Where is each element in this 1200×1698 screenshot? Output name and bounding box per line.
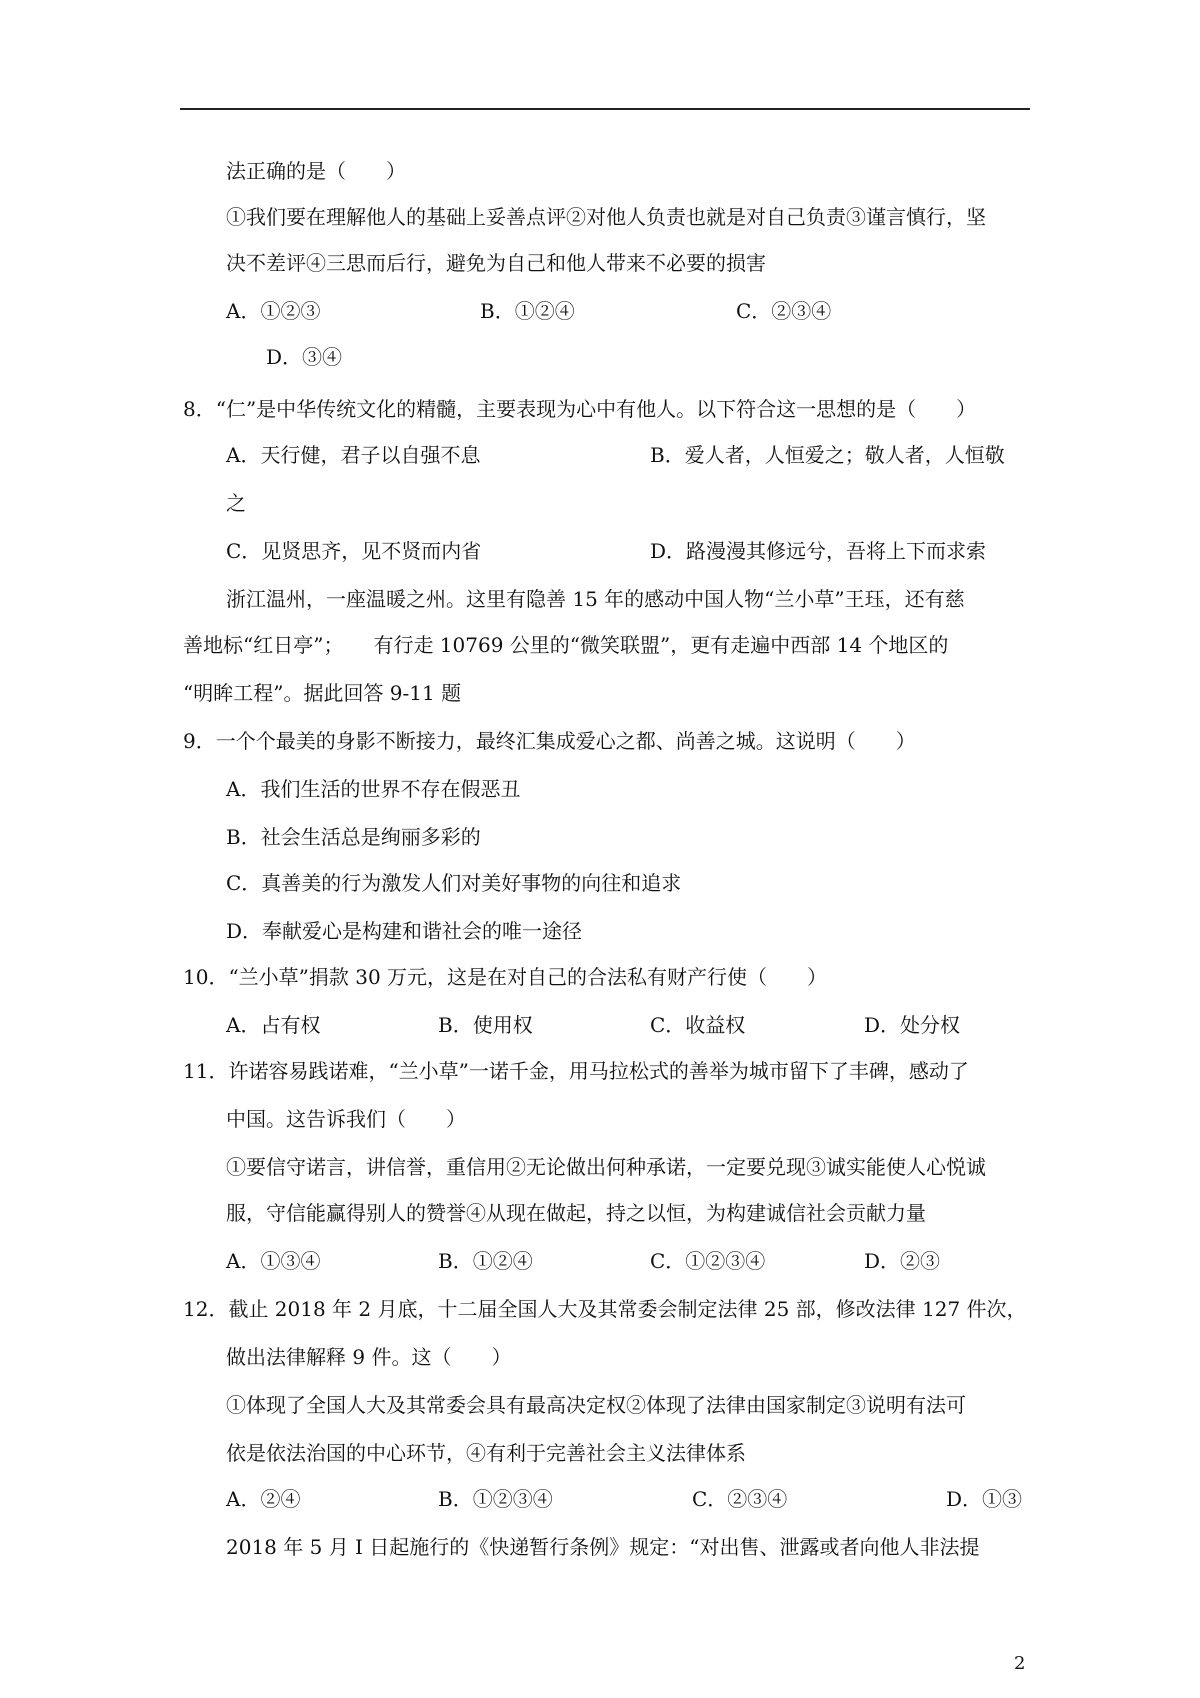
- q9-stem: 9．一个个最美的身影不断接力，最终汇集成爱心之都、尚善之城。这说明（ ）: [183, 729, 916, 753]
- q10-option-d: D．处分权: [864, 1013, 961, 1037]
- q12-statements-line-2: 依是依法治国的中心环节，④有利于完善社会主义法律体系: [226, 1441, 746, 1465]
- material-line-2: 善地标“红日亭”； 有行走 10769 公里的“微笑联盟”，更有走遍中西部 14 个地区的: [183, 633, 949, 657]
- q7-option-a: A．①②③: [226, 299, 321, 323]
- q7-stem-end: 法正确的是（ ）: [226, 159, 406, 183]
- q11-option-b: B．①②④: [438, 1249, 533, 1273]
- q12-statements-line-1: ①体现了全国人大及其常委会具有最高决定权②体现了法律由国家制定③说明有法可: [226, 1393, 966, 1417]
- q12-stem: 12．截止 2018 年 2 月底，十二届全国人大及其常委会制定法律 25 部，修改法律 127 件次，: [183, 1297, 1027, 1321]
- next-material-line: 2018 年 5 月 I 日起施行的《快递暂行条例》规定：“对出售、泄露或者向他人非法提: [226, 1535, 980, 1559]
- q10-option-b: B．使用权: [438, 1013, 533, 1037]
- header-rule: [180, 108, 1030, 110]
- q7-statements-line-1: ①我们要在理解他人的基础上妥善点评②对他人负责也就是对自己负责③谨言慎行，坚: [226, 205, 986, 229]
- q12-stem-continued: 做出法律解释 9 件。这（ ）: [226, 1345, 512, 1369]
- q11-stem-continued: 中国。这告诉我们（ ）: [226, 1107, 466, 1131]
- q8-option-c: C．见贤思齐，见不贤而内省: [226, 539, 482, 563]
- q7-option-b: B．①②④: [480, 299, 575, 323]
- q8-option-b: B．爱人者，人恒爱之；敬人者，人恒敬: [650, 443, 1005, 467]
- q9-option-b: B．社会生活总是绚丽多彩的: [226, 825, 481, 849]
- q11-stem: 11．许诺容易践诺难，“兰小草”一诺千金，用马拉松式的善举为城市留下了丰碑，感动了: [183, 1059, 969, 1083]
- q9-option-a: A．我们生活的世界不存在假恶丑: [226, 777, 521, 801]
- q8-option-a: A．天行健，君子以自强不息: [226, 443, 481, 467]
- q8-option-d: D．路漫漫其修远兮，吾将上下而求索: [650, 539, 987, 563]
- q12-option-a: A．②④: [226, 1487, 301, 1511]
- q10-option-c: C．收益权: [650, 1013, 746, 1037]
- q11-option-a: A．①③④: [226, 1249, 321, 1273]
- q8-stem: 8．“仁”是中华传统文化的精髓，主要表现为心中有他人。以下符合这一思想的是（ ）: [183, 397, 977, 421]
- q11-option-d: D．②③: [864, 1249, 941, 1273]
- q12-option-c: C．②③④: [692, 1487, 788, 1511]
- material-line-1: 浙江温州，一座温暖之州。这里有隐善 15 年的感动中国人物“兰小草”王珏，还有慈: [226, 587, 965, 611]
- page-number: 2: [1014, 1653, 1026, 1674]
- q10-stem: 10．“兰小草”捐款 30 万元，这是在对自己的合法私有财产行使（ ）: [183, 965, 828, 989]
- q8-option-b-continued: 之: [226, 491, 246, 515]
- q9-option-d: D．奉献爱心是构建和谐社会的唯一途径: [226, 919, 583, 943]
- q11-statements-line-2: 服，守信能赢得别人的赞誉④从现在做起，持之以恒，为构建诚信社会贡献力量: [226, 1201, 926, 1225]
- q12-option-b: B．①②③④: [438, 1487, 553, 1511]
- q7-option-c: C．②③④: [736, 299, 832, 323]
- q12-option-d: D．①③: [946, 1487, 1023, 1511]
- q11-option-c: C．①②③④: [650, 1249, 766, 1273]
- q9-option-c: C．真善美的行为激发人们对美好事物的向往和追求: [226, 871, 682, 895]
- q7-option-d: D．③④: [266, 345, 343, 369]
- q11-statements-line-1: ①要信守诺言，讲信誉，重信用②无论做出何种承诺，一定要兑现③诚实能使人心悦诚: [226, 1155, 986, 1179]
- material-line-3: “明眸工程”。据此回答 9-11 题: [183, 681, 462, 705]
- q7-statements-line-2: 决不差评④三思而后行，避免为自己和他人带来不必要的损害: [226, 251, 766, 275]
- q10-option-a: A．占有权: [226, 1013, 321, 1037]
